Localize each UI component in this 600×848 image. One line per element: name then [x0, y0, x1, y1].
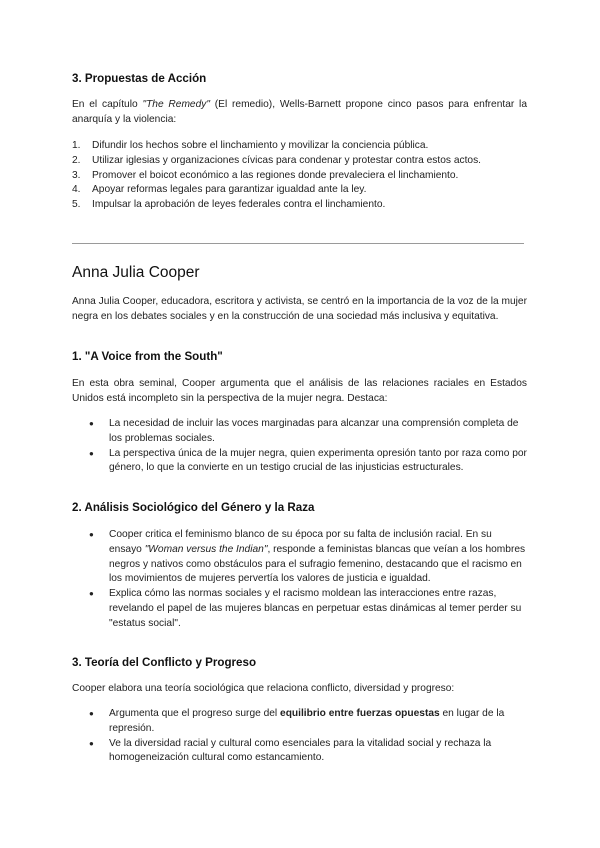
- voice-heading: 1. "A Voice from the South": [72, 350, 223, 363]
- cooper-title: Anna Julia Cooper: [72, 264, 200, 281]
- list-item: 2. Utilizar iglesias y organizaciones cívicas para condenar y protestar contra estos actos.: [72, 154, 482, 166]
- analysis-bullets: [72, 528, 527, 632]
- voice-text: En esta obra seminal, Cooper argumenta que el análisis de las relaciones raciales en Estados Unidos está incompleto sin la perspectiva de la mujer negra. Destaca:: [72, 378, 527, 404]
- list-item: ● La perspectiva única de la mujer negra, quien experimenta opresión tanto por raza como por género, lo que la convierte en un testigo crucial de las injusticias estructurales.: [89, 447, 527, 474]
- list-item: ● Ve la diversidad racial y cultural como esenciales para la vitalidad social y rechaza la homogeneización cultural como estancamiento.: [89, 737, 492, 764]
- analysis-heading: 2. Análisis Sociológico del Género y la Raza: [72, 501, 315, 514]
- list-item: ● Argumenta que el progreso surge del equilibrio entre fuerzas opuestas en lugar de la represión.: [89, 708, 505, 734]
- voice-bullets: [72, 417, 527, 476]
- list-item: 3. Promover el boicot económico a las regiones donde prevaleciera el linchamiento.: [72, 169, 459, 181]
- list-item: ● La necesidad de incluir las voces marginadas para alcanzar una comprensión completa de los problemas sociales.: [89, 418, 519, 444]
- conflict-bullets: [72, 707, 527, 766]
- propuestas-intro: En el capítulo "The Remedy" (El remedio), Wells-Barnett propone cinco pasos para enfrentar la anarquía y la violencia:: [72, 99, 527, 125]
- list-item: 1. Difundir los hechos sobre el linchamiento y movilizar la conciencia pública.: [72, 140, 429, 151]
- list-item: 5. Impulsar la aprobación de leyes federales contra el linchamiento.: [72, 199, 386, 211]
- list-item: 4. Apoyar reformas legales para garantizar igualdad ante la ley.: [72, 184, 367, 196]
- conflict-heading: 3. Teoría del Conflicto y Progreso: [72, 656, 257, 669]
- conflict-text: Cooper elabora una teoría sociológica que relaciona conflicto, diversidad y progreso:: [72, 683, 455, 694]
- horizontal-divider: [72, 243, 524, 244]
- list-item: ● Cooper critica el feminismo blanco de su época por su falta de inclusión racial. En su ensayo "Woman versus the Indian", responde a feministas blancas que veían a los hombres negros y nativos como obstáculos para el sufragio femenino, destacando que el racismo en los movimientos de mujeres pervertía los valores de justicia e igualdad.: [89, 529, 526, 585]
- cooper-intro: Anna Julia Cooper, educadora, escritora y activista, se centró en la importancia de la voz de la mujer negra en los debates sociales y en la construcción de una sociedad más inclusiva y equitativa.: [72, 296, 527, 322]
- list-item: ● Explica cómo las normas sociales y el racismo moldean las interacciones entre razas, revelando el papel de las mujeres blancas en perpetuar estas dinámicas al temer perder su "estatus social".: [89, 588, 522, 629]
- propuestas-steps-list: [72, 139, 527, 213]
- section-heading-propuestas: 3. Propuestas de Acción: [72, 72, 207, 85]
